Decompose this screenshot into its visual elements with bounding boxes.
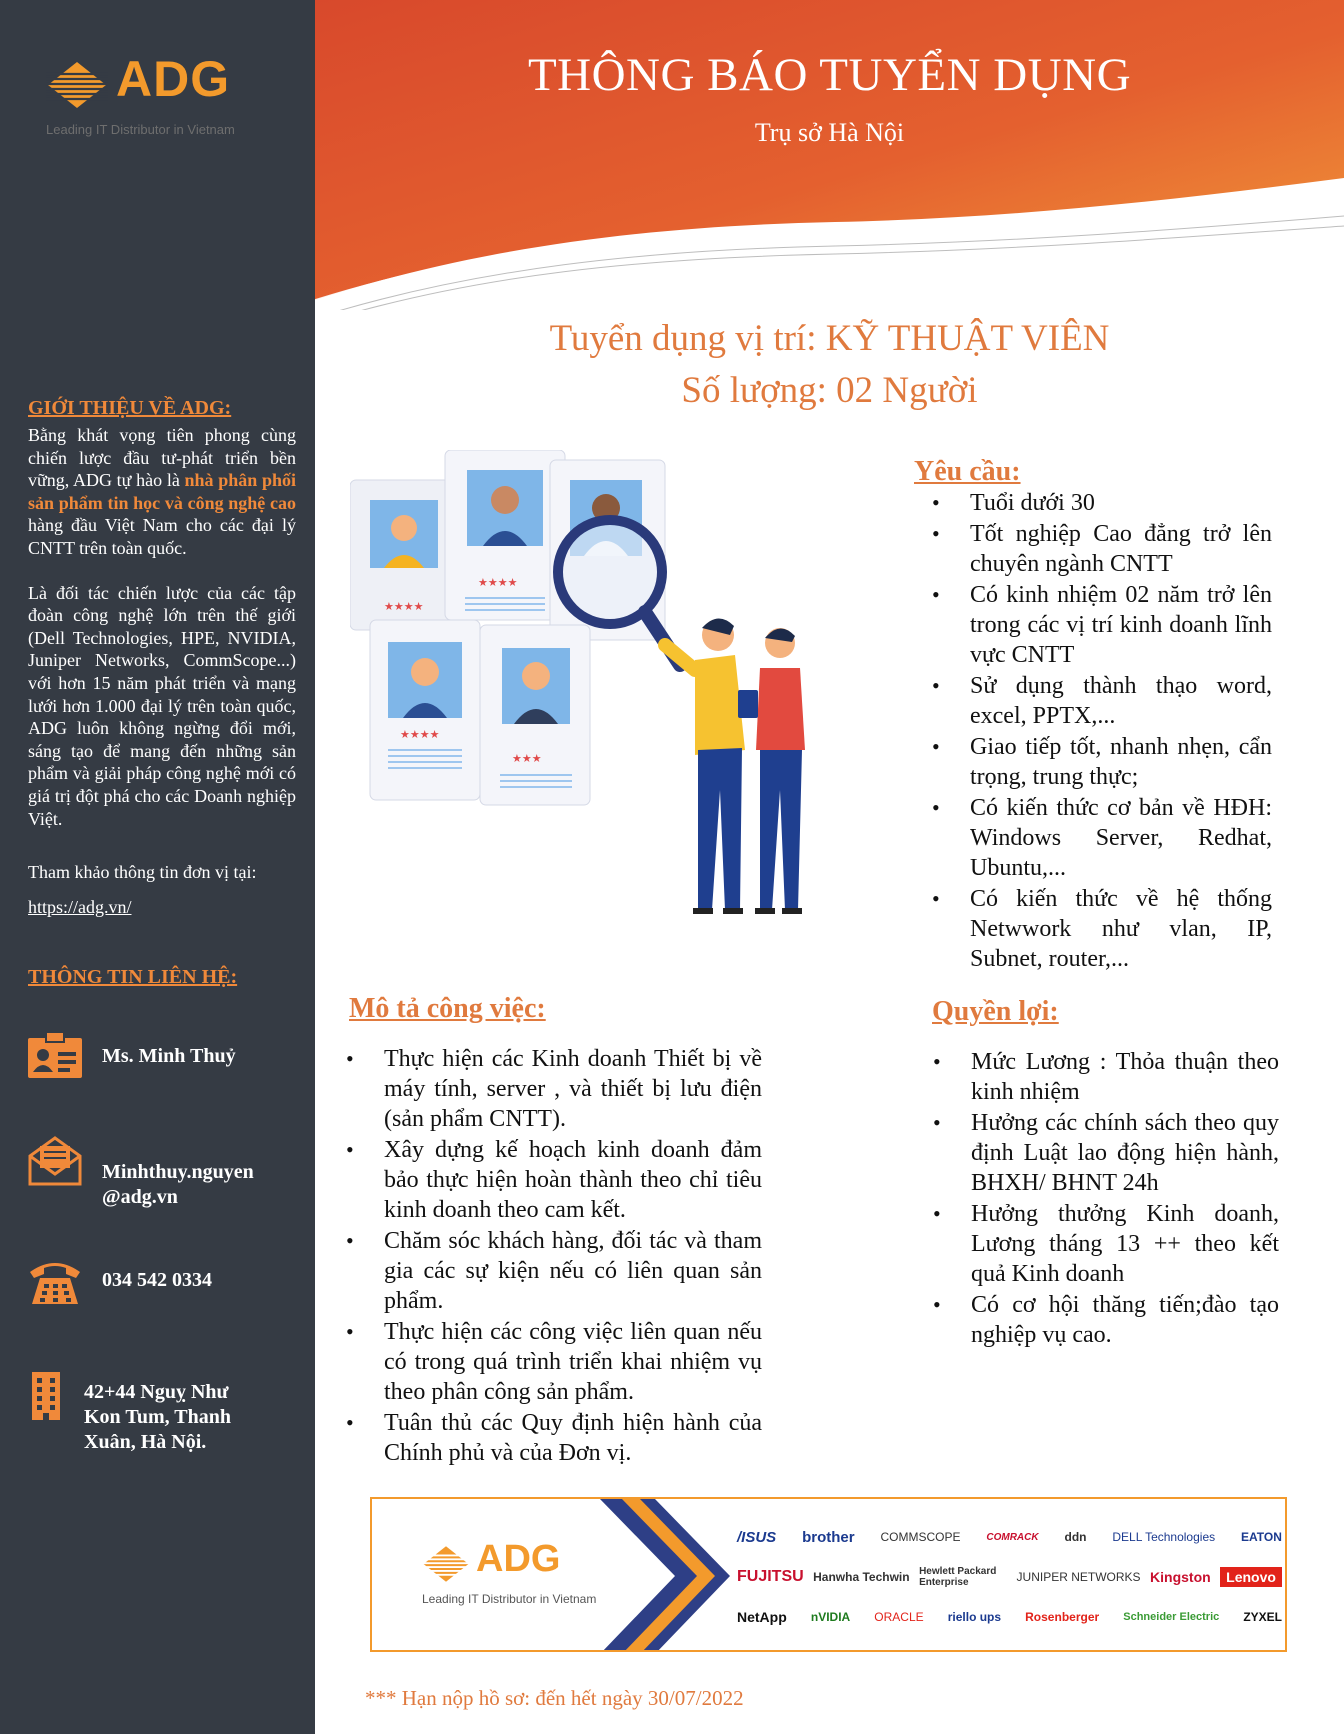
position-title: Tuyển dụng vị trí: KỸ THUẬT VIÊN xyxy=(549,318,1110,359)
header-wave-graphic xyxy=(315,0,1344,310)
list-item: • Có kinh nhiệm 02 năm trở lên trong các vị trí kinh doanh lĩnh vực CNTT xyxy=(932,580,1272,670)
brand-logo: COMMSCOPE xyxy=(880,1530,961,1544)
list-item: • Sử dụng thành thạo word, excel, PPTX,... xyxy=(932,671,1272,731)
position-heading xyxy=(315,313,1344,417)
intro-text: Bằng khát vọng tiên phong cùng chiến lược đầu tư-phát triển bền vững, ADG tự hào là nhà phân phối sản phẩm tin học và công nghệ cao hàng đầu Việt Nam cho các đại lý CNTT trên toàn quốc. Là đối tác chiến lược của các tập đoàn công nghệ lớn trên thế giới (Dell Technologies, HPE, NVIDIA, Juniper Networks, CommScope...) với hơn 15 năm phát triển và mạng lưới hơn 1.000 đại lý trên toàn quốc, ADG luôn không ngừng đổi mới, sáng tạo để mang đến những sản phẩm và giải pháp công nghệ mới có giá trị đột phá cho các Doanh nghiệp Việt. xyxy=(28,425,296,829)
brand-logo: ORACLE xyxy=(874,1610,924,1624)
requirements-list xyxy=(932,488,1272,975)
person-figure xyxy=(738,628,805,914)
adg-logo-mark-icon xyxy=(422,1544,470,1584)
phone-icon xyxy=(26,1256,84,1308)
list-item: • Tuổi dưới 30 xyxy=(932,488,1272,518)
contact-email[interactable]: Minhthuy.nguyen @adg.vn xyxy=(102,1161,254,1208)
brand-logo: nVIDIA xyxy=(810,1610,851,1624)
list-item: • Tốt nghiệp Cao đẳng trở lên chuyên ngành CNTT xyxy=(932,519,1272,579)
brand-logo: Rosenberger xyxy=(1025,1610,1100,1624)
header-banner xyxy=(315,0,1344,310)
contact-name: Ms. Minh Thuỷ xyxy=(102,1045,236,1067)
list-item: • Chăm sóc khách hàng, đối tác và tham gia các sự kiện nếu có liên quan sản phẩm. xyxy=(346,1226,762,1316)
adg-logo-mark-icon xyxy=(46,60,108,110)
svg-text:★★★★: ★★★★ xyxy=(384,601,424,613)
list-item: • Hưởng các chính sách theo quy định Luật lao động hiện hành, BHXH/ BHNT 24h xyxy=(933,1108,1279,1198)
brand-logo: Kingston xyxy=(1150,1569,1211,1585)
list-item: • Hưởng thưởng Kinh doanh, Lương tháng 13 ++ theo kết quả Kinh doanh xyxy=(933,1199,1279,1289)
benefits-list xyxy=(933,1047,1279,1351)
brand-logo: JUNIPER NETWORKS xyxy=(1016,1570,1141,1584)
brand-logo: brother xyxy=(802,1528,855,1546)
benefits-heading: Quyền lợi: xyxy=(932,996,1059,1027)
recruitment-illustration xyxy=(350,450,870,920)
application-deadline: *** Hạn nộp hồ sơ: đến hết ngày 30/07/2022 xyxy=(365,1686,744,1710)
list-item: • Xây dựng kế hoạch kinh doanh đảm bảo thực hiện hoàn thành theo chỉ tiêu kinh doanh theo cam kết. xyxy=(346,1135,762,1225)
partner-brands xyxy=(737,1517,1282,1637)
list-item: • Có kiến thức về hệ thống Netwwork như vlan, IP, Subnet, router,... xyxy=(932,884,1272,974)
list-item: • Có cơ hội thăng tiến;đào tạo nghiệp vụ cao. xyxy=(933,1290,1279,1350)
brand-logo: Schneider Electric xyxy=(1123,1611,1220,1623)
brand-logo: DELL Technologies xyxy=(1112,1530,1216,1544)
logo-name: ADG xyxy=(116,51,231,107)
mail-icon xyxy=(26,1134,84,1186)
brand-logo: riello ups xyxy=(947,1610,1002,1624)
contact-address: 42+44 Nguỵ Như Kon Tum, Thanh Xuân, Hà Nội. xyxy=(84,1381,231,1453)
candidate-card xyxy=(480,625,590,805)
id-card-icon xyxy=(26,1030,84,1082)
website-link[interactable]: https://adg.vn/ xyxy=(28,897,132,917)
svg-text:★★★★: ★★★★ xyxy=(478,577,518,589)
candidate-card xyxy=(350,480,460,630)
intro-highlight: nhà phân phối sản phẩm tin học và công nghệ cao xyxy=(28,470,296,513)
list-item: • Mức Lương : Thỏa thuận theo kinh nhiệm xyxy=(933,1047,1279,1107)
list-item: • Thực hiện các công việc liên quan nếu có trong quá trình triển khai nhiệm vụ theo phân công sản phẩm. xyxy=(346,1317,762,1407)
contact-phone[interactable]: 034 542 0334 xyxy=(102,1269,212,1291)
svg-text:★★★: ★★★ xyxy=(512,753,542,765)
brand-logo: EATON xyxy=(1241,1530,1282,1544)
brand-logo: Lenovo xyxy=(1220,1567,1282,1587)
person-figure xyxy=(665,618,745,914)
brand-logo: Hewlett Packard Enterprise xyxy=(919,1566,997,1588)
building-icon xyxy=(26,1370,66,1420)
adg-logo xyxy=(46,51,286,137)
logo-tagline: Leading IT Distributor in Vietnam xyxy=(46,122,235,137)
brand-logo: COMRACK xyxy=(986,1531,1039,1543)
reference-text: Tham khảo thông tin đơn vị tại: xyxy=(28,862,257,882)
banner-adg-logo: ADG Leading IT Distributor in Vietnam xyxy=(422,1538,597,1606)
candidate-card xyxy=(370,620,480,800)
chevron-right-icon xyxy=(600,1499,740,1652)
brand-logo: NetApp xyxy=(737,1609,787,1625)
intro-partners-text: Là đối tác chiến lược của các tập đoàn công nghệ lớn trên thế giới (Dell Technologies, HPE, NVIDIA, Juniper Networks, CommScope...) với hơn 15 năm phát triển và mạng lưới hơn 1.000 đại lý trên toàn quốc, ADG luôn không ngừng đổi mới, sáng tạo để mang đến những sản phẩm và giải pháp công nghệ mới có giá trị đột phá cho các Doanh nghiệp Việt. xyxy=(28,582,296,829)
brand-logo: FUJITSU xyxy=(737,1568,804,1585)
brand-logo: ZYXEL xyxy=(1243,1610,1282,1624)
job-description-heading: Mô tả công việc: xyxy=(349,993,546,1024)
page-title: THÔNG BÁO TUYỂN DỤNG xyxy=(527,49,1132,101)
contact-title: THÔNG TIN LIÊN HỆ: xyxy=(28,966,238,988)
requirements-heading: Yêu cầu: xyxy=(914,456,1021,487)
sidebar xyxy=(0,0,315,1734)
job-description-list xyxy=(346,1044,762,1469)
partner-banner xyxy=(370,1497,1287,1652)
page-subtitle: Trụ sở Hà Nội xyxy=(754,118,905,147)
brand-logo: ddn xyxy=(1064,1530,1087,1544)
list-item: • Giao tiếp tốt, nhanh nhẹn, cẩn trọng, trung thực; xyxy=(932,732,1272,792)
brand-logo: Hanwha Techwin xyxy=(813,1570,910,1584)
svg-text:★★★★: ★★★★ xyxy=(400,729,440,741)
intro-title: GIỚI THIỆU VỀ ADG: xyxy=(28,397,232,419)
list-item: • Thực hiện các Kinh doanh Thiết bị về máy tính, server , và thiết bị lưu điện (sản phẩm CNTT). xyxy=(346,1044,762,1134)
brand-logo: /ISUS xyxy=(737,1528,777,1546)
list-item: • Có kiến thức cơ bản về HĐH: Windows Server, Redhat, Ubuntu,... xyxy=(932,793,1272,883)
candidate-card xyxy=(445,450,565,620)
position-quantity: Số lượng: 02 Người xyxy=(681,370,978,411)
list-item: • Tuân thủ các Quy định hiện hành của Chính phủ và của Đơn vị. xyxy=(346,1408,762,1468)
